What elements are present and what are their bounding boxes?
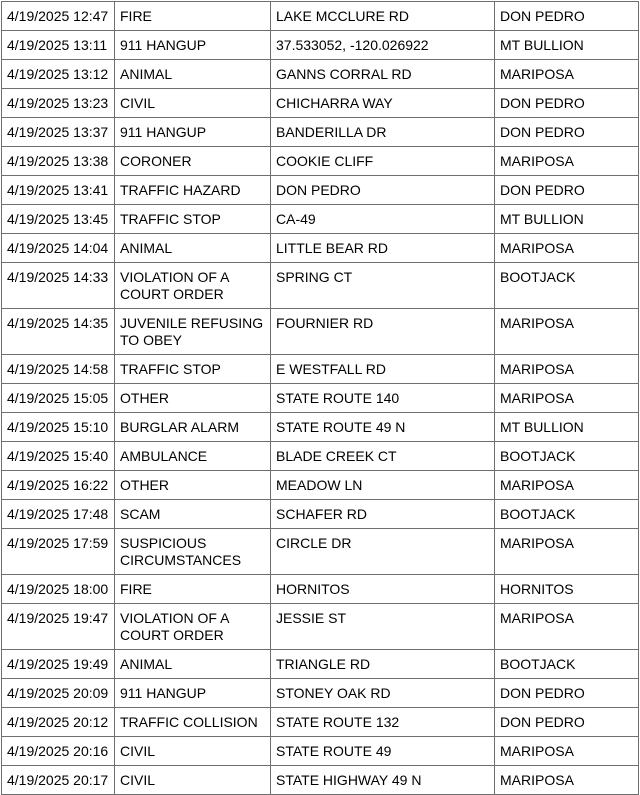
incident-location-cell: HORNITOS: [271, 575, 495, 604]
incident-location-cell: LAKE MCCLURE RD: [271, 2, 495, 31]
incident-area-cell: MARIPOSA: [495, 604, 639, 650]
incident-datetime-cell: 4/19/2025 20:12: [2, 708, 115, 737]
table-row: [2, 766, 639, 795]
incident-location-cell: DON PEDRO: [271, 176, 495, 205]
table-row: [2, 679, 639, 708]
incident-location-cell: 37.533052, -120.026922: [271, 31, 495, 60]
incident-location-cell: CIRCLE DR: [271, 529, 495, 575]
incident-location-cell: JESSIE ST: [271, 604, 495, 650]
incident-area-cell: MARIPOSA: [495, 384, 639, 413]
incident-datetime-cell: 4/19/2025 19:49: [2, 650, 115, 679]
table-row: [2, 413, 639, 442]
table-row: [2, 355, 639, 384]
incident-area-cell: MARIPOSA: [495, 355, 639, 384]
incident-type-cell: AMBULANCE: [115, 442, 271, 471]
incident-type-cell: FIRE: [115, 2, 271, 31]
incident-type-cell: TRAFFIC HAZARD: [115, 176, 271, 205]
incident-type-cell: ANIMAL: [115, 650, 271, 679]
incident-location-cell: BLADE CREEK CT: [271, 442, 495, 471]
incident-location-cell: TRIANGLE RD: [271, 650, 495, 679]
incident-type-cell: SCAM: [115, 500, 271, 529]
incident-datetime-cell: 4/19/2025 13:38: [2, 147, 115, 176]
incident-datetime-cell: 4/19/2025 20:09: [2, 679, 115, 708]
incident-area-cell: DON PEDRO: [495, 118, 639, 147]
incident-location-cell: STATE ROUTE 49 N: [271, 413, 495, 442]
incident-area-cell: MARIPOSA: [495, 766, 639, 795]
incident-datetime-cell: 4/19/2025 16:22: [2, 471, 115, 500]
incident-area-cell: HORNITOS: [495, 575, 639, 604]
incident-datetime-cell: 4/19/2025 18:00: [2, 575, 115, 604]
incident-area-cell: MARIPOSA: [495, 147, 639, 176]
incident-location-cell: MEADOW LN: [271, 471, 495, 500]
incident-location-cell: STATE HIGHWAY 49 N: [271, 766, 495, 795]
table-row: [2, 234, 639, 263]
incident-location-cell: LITTLE BEAR RD: [271, 234, 495, 263]
incident-type-cell: CIVIL: [115, 89, 271, 118]
incident-type-cell: VIOLATION OF A COURT ORDER: [115, 604, 271, 650]
incident-datetime-cell: 4/19/2025 12:47: [2, 2, 115, 31]
incident-type-cell: TRAFFIC STOP: [115, 355, 271, 384]
incident-area-cell: BOOTJACK: [495, 442, 639, 471]
table-row: [2, 31, 639, 60]
table-row: [2, 384, 639, 413]
incident-type-cell: FIRE: [115, 575, 271, 604]
incident-area-cell: MT BULLION: [495, 413, 639, 442]
incident-area-cell: MT BULLION: [495, 31, 639, 60]
incident-type-cell: 911 HANGUP: [115, 679, 271, 708]
incident-type-cell: CIVIL: [115, 766, 271, 795]
incident-log-table: [1, 1, 639, 795]
table-row: [2, 2, 639, 31]
incident-location-cell: GANNS CORRAL RD: [271, 60, 495, 89]
incident-area-cell: MARIPOSA: [495, 471, 639, 500]
incident-area-cell: DON PEDRO: [495, 679, 639, 708]
incident-area-cell: BOOTJACK: [495, 650, 639, 679]
table-row: [2, 263, 639, 309]
table-row: [2, 500, 639, 529]
table-row: [2, 442, 639, 471]
incident-area-cell: MARIPOSA: [495, 60, 639, 89]
incident-area-cell: BOOTJACK: [495, 263, 639, 309]
incident-type-cell: JUVENILE REFUSING TO OBEY: [115, 309, 271, 355]
incident-location-cell: STATE ROUTE 132: [271, 708, 495, 737]
incident-datetime-cell: 4/19/2025 17:48: [2, 500, 115, 529]
incident-type-cell: VIOLATION OF A COURT ORDER: [115, 263, 271, 309]
incident-datetime-cell: 4/19/2025 13:41: [2, 176, 115, 205]
incident-type-cell: TRAFFIC STOP: [115, 205, 271, 234]
incident-type-cell: CIVIL: [115, 737, 271, 766]
incident-datetime-cell: 4/19/2025 13:23: [2, 89, 115, 118]
incident-type-cell: OTHER: [115, 471, 271, 500]
incident-type-cell: ANIMAL: [115, 60, 271, 89]
incident-datetime-cell: 4/19/2025 15:40: [2, 442, 115, 471]
incident-location-cell: STATE ROUTE 140: [271, 384, 495, 413]
incident-type-cell: OTHER: [115, 384, 271, 413]
incident-location-cell: E WESTFALL RD: [271, 355, 495, 384]
table-row: [2, 118, 639, 147]
incident-location-cell: BANDERILLA DR: [271, 118, 495, 147]
table-row: [2, 604, 639, 650]
table-row: [2, 471, 639, 500]
incident-datetime-cell: 4/19/2025 14:33: [2, 263, 115, 309]
table-row: [2, 176, 639, 205]
table-row: [2, 60, 639, 89]
incident-type-cell: 911 HANGUP: [115, 31, 271, 60]
incident-datetime-cell: 4/19/2025 19:47: [2, 604, 115, 650]
incident-datetime-cell: 4/19/2025 15:10: [2, 413, 115, 442]
incident-area-cell: DON PEDRO: [495, 2, 639, 31]
table-row: [2, 708, 639, 737]
table-row: [2, 650, 639, 679]
incident-location-cell: CHICHARRA WAY: [271, 89, 495, 118]
incident-type-cell: ANIMAL: [115, 234, 271, 263]
incident-location-cell: FOURNIER RD: [271, 309, 495, 355]
incident-type-cell: SUSPICIOUS CIRCUMSTANCES: [115, 529, 271, 575]
incident-area-cell: MARIPOSA: [495, 309, 639, 355]
incident-location-cell: SPRING CT: [271, 263, 495, 309]
incident-datetime-cell: 4/19/2025 20:17: [2, 766, 115, 795]
table-row: [2, 575, 639, 604]
incident-area-cell: DON PEDRO: [495, 176, 639, 205]
incident-location-cell: STONEY OAK RD: [271, 679, 495, 708]
incident-area-cell: MARIPOSA: [495, 529, 639, 575]
incident-location-cell: STATE ROUTE 49: [271, 737, 495, 766]
incident-datetime-cell: 4/19/2025 17:59: [2, 529, 115, 575]
table-row: [2, 89, 639, 118]
incident-area-cell: MT BULLION: [495, 205, 639, 234]
incident-area-cell: MARIPOSA: [495, 234, 639, 263]
incident-area-cell: DON PEDRO: [495, 89, 639, 118]
incident-location-cell: COOKIE CLIFF: [271, 147, 495, 176]
incident-location-cell: CA-49: [271, 205, 495, 234]
incident-type-cell: CORONER: [115, 147, 271, 176]
table-row: [2, 205, 639, 234]
table-row: [2, 737, 639, 766]
table-row: [2, 309, 639, 355]
incident-datetime-cell: 4/19/2025 13:37: [2, 118, 115, 147]
incident-datetime-cell: 4/19/2025 14:58: [2, 355, 115, 384]
incident-datetime-cell: 4/19/2025 13:45: [2, 205, 115, 234]
incident-datetime-cell: 4/19/2025 13:11: [2, 31, 115, 60]
table-row: [2, 529, 639, 575]
incident-datetime-cell: 4/19/2025 13:12: [2, 60, 115, 89]
incident-type-cell: TRAFFIC COLLISION: [115, 708, 271, 737]
incident-datetime-cell: 4/19/2025 20:16: [2, 737, 115, 766]
incident-area-cell: MARIPOSA: [495, 737, 639, 766]
incident-area-cell: BOOTJACK: [495, 500, 639, 529]
incident-area-cell: DON PEDRO: [495, 708, 639, 737]
incident-datetime-cell: 4/19/2025 14:04: [2, 234, 115, 263]
incident-type-cell: 911 HANGUP: [115, 118, 271, 147]
table-row: [2, 147, 639, 176]
incident-datetime-cell: 4/19/2025 15:05: [2, 384, 115, 413]
incident-location-cell: SCHAFER RD: [271, 500, 495, 529]
incident-datetime-cell: 4/19/2025 14:35: [2, 309, 115, 355]
incident-type-cell: BURGLAR ALARM: [115, 413, 271, 442]
incident-log-body: [2, 2, 639, 795]
